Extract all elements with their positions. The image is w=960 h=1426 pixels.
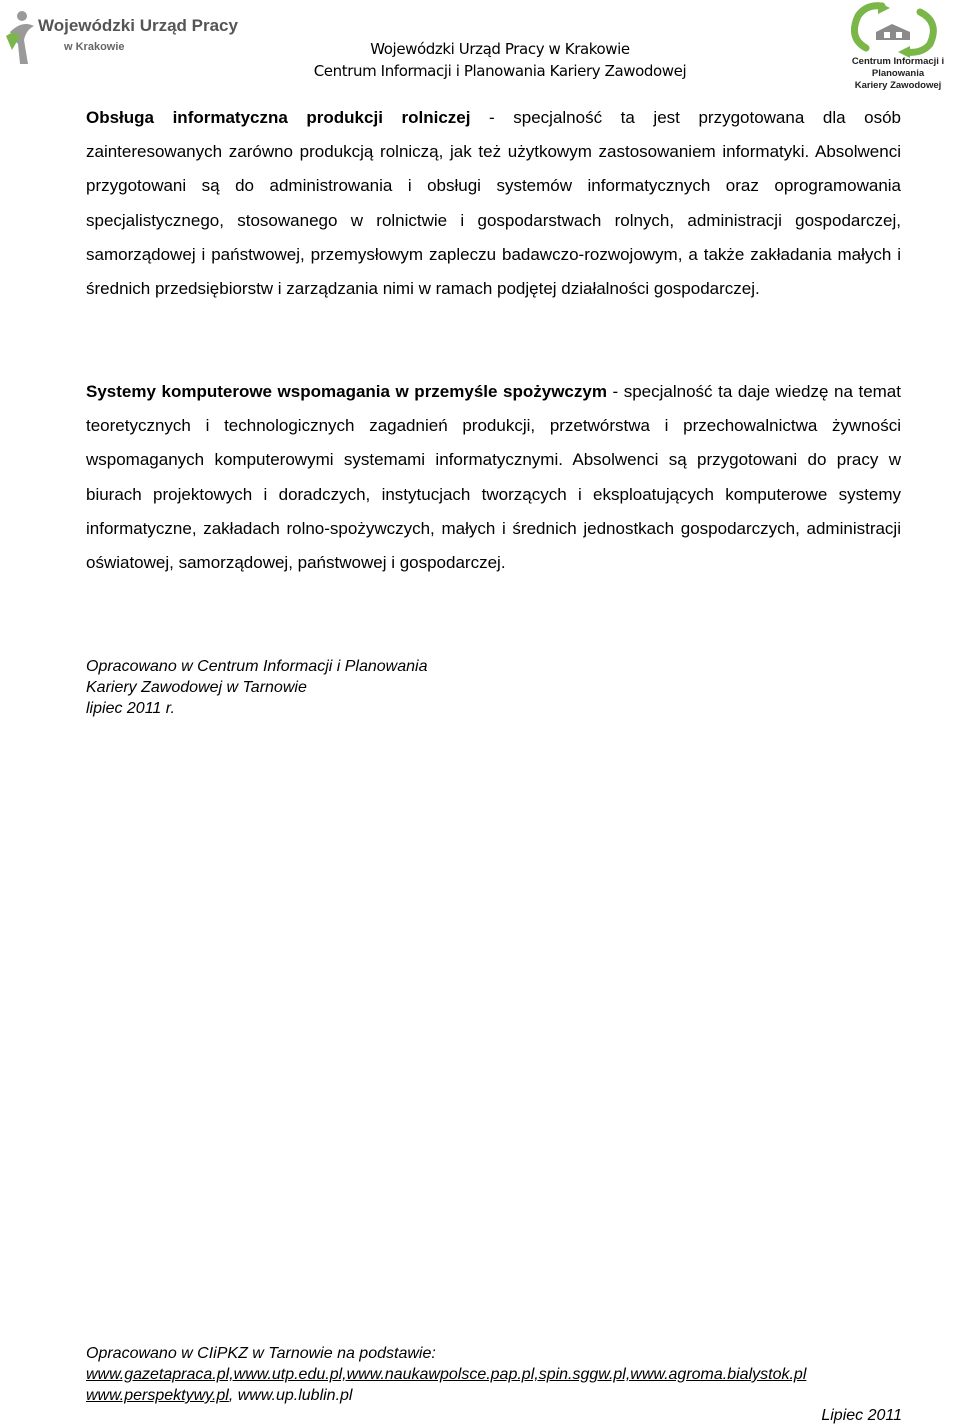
source-link-perspektywy[interactable]: www.perspektywy.pl — [86, 1387, 229, 1404]
wup-logo-title: Wojewódzki Urząd Pracy — [38, 16, 238, 35]
credit-line1: Opracowano w Centrum Informacji i Planowania — [86, 658, 428, 675]
footer-date: Lipiec 2011 — [821, 1407, 902, 1424]
paragraph-title: Systemy komputerowe wspomagania w przemyśle spożywczym — [86, 382, 607, 401]
header-title-line2: Centrum Informacji i Planowania Kariery Zawodowej — [313, 62, 687, 80]
paragraph-systemy-komputerowe — [86, 375, 901, 580]
ciipkz-logo-line1: Centrum Informacji i Planowania — [851, 56, 945, 79]
header-title — [300, 38, 700, 82]
sources-links-line2 — [86, 1385, 904, 1406]
wup-logo-subtitle: w Krakowie — [64, 41, 125, 53]
credit-block — [86, 656, 427, 719]
page-header — [0, 0, 960, 90]
paragraph-title: Obsługa informatyczna produkcji rolniczej — [86, 108, 471, 127]
sources-links-line1[interactable]: www.gazetapraca.pl,www.utp.edu.pl,www.naukawpolsce.pap.pl,spin.sggw.pl,www.agroma.bialystok.pl — [86, 1366, 807, 1383]
sources-block — [86, 1343, 904, 1406]
header-title-line1: Wojewódzki Urząd Pracy w Krakowie — [370, 40, 630, 58]
sources-intro: Opracowano w CIiPKZ w Tarnowie na podstawie: — [86, 1345, 436, 1362]
ciipkz-logo-text — [836, 56, 960, 92]
paragraph-obsluga-informatyczna — [86, 101, 901, 306]
credit-date: lipiec 2011 r. — [86, 700, 175, 717]
source-link-up-lublin[interactable]: , www.up.lublin.pl — [228, 1387, 353, 1404]
ciipkz-logo-line2: Kariery Zawodowej — [854, 80, 942, 91]
paragraph-body: - specjalność ta jest przygotowana dla osób zainteresowanych zarówno produkcją rolniczą, jak też użytkowym zastosowaniem informatyki. Absolwenci przygotowani są do administrowania i obsługi systemów informatycznych oraz oprogramowania specjalistycznego, stosowanego w rolnictwie i gospodarstwach rolnych, administracji gospodarczej, samorządowej i państwowej, przemysłowym zapleczu badawczo-rozwojowym, a także zakładania małych i średnich przedsiębiorstw i zarządzania nimi w ramach podjętej działalności gospodarczej. — [86, 108, 901, 299]
paragraph-body: - specjalność ta daje wiedzę na temat teoretycznych i technologicznych zagadnień produkcji, przetwórstwa i przechowalnictwa żywności wspomaganych komputerowymi systemami informatycznymi. Absolwenci są przygotowani do pracy w biurach projektowych i doradczych, instytucjach tworzących i eksploatujących komputerowe systemy informatyczne, zakładach rolno-spożywczych, małych i średnich jednostkach gospodarczych, administracji oświatowej, samorządowej, państwowej i gospodarczej. — [86, 382, 901, 573]
credit-line2: Kariery Zawodowej w Tarnowie — [86, 679, 307, 696]
